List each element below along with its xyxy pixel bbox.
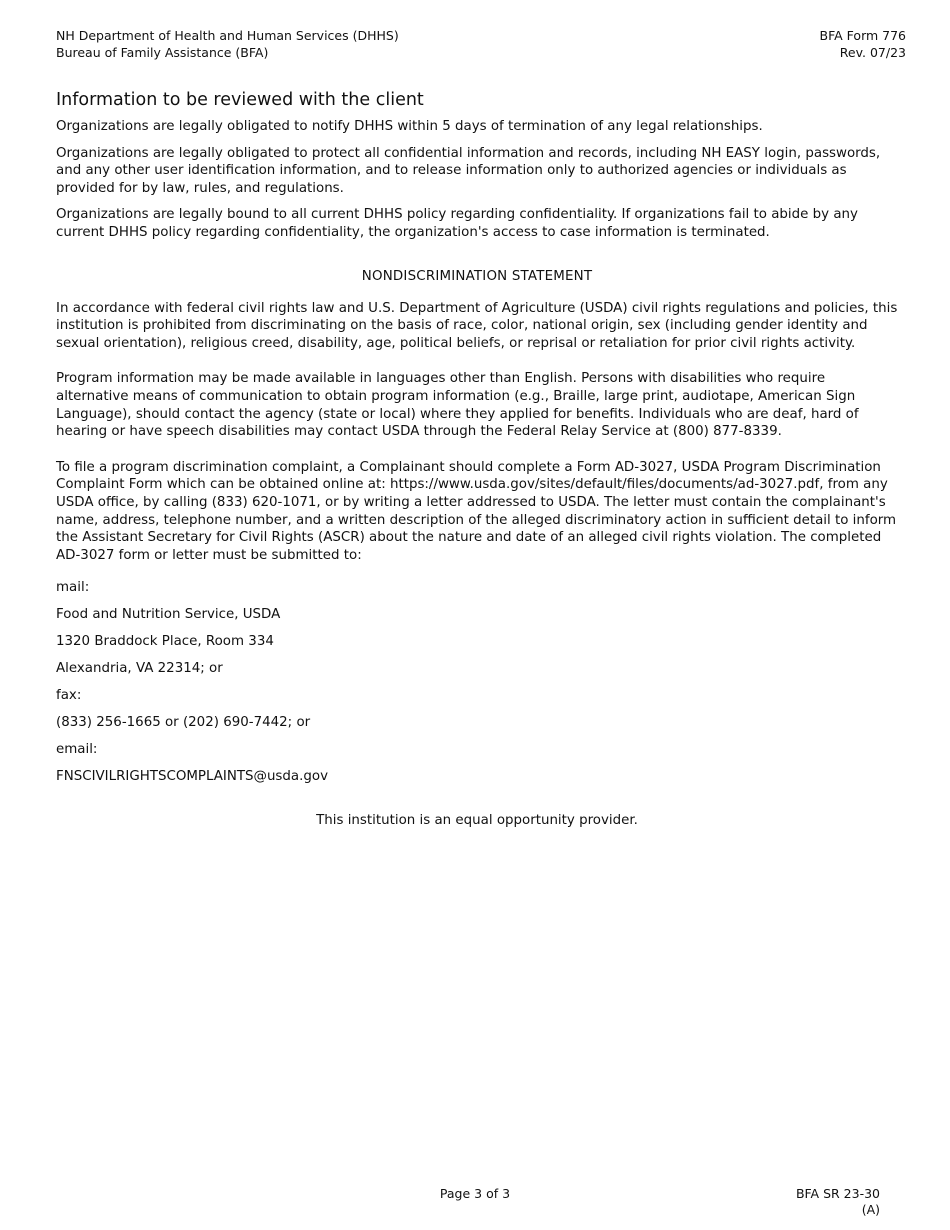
header-department: NH Department of Health and Human Services (DHHS) [56, 28, 399, 43]
nondiscrimination-paragraph-2: Program information may be made available in languages other than English. Persons with disabilities who require alternative means of communication to obtain program information (e.g., Braille, large print, audiotape, American Sign Language), should contact the agency (state or local) where they applied for benefits. Individuals who are deaf, hard of hearing or have speech disabilities may contact USDA through the Federal Relay Service at (800) 877-8339. [56, 371, 859, 440]
review-paragraph-1: Organizations are legally obligated to notify DHHS within 5 days of termination of any legal relationships. [56, 119, 763, 134]
review-section-title: Information to be reviewed with the client [56, 90, 424, 110]
fax-label: fax: [56, 688, 82, 704]
header-agency [56, 27, 399, 61]
header-form-number: BFA Form 776 [819, 28, 906, 43]
equal-opportunity-statement: This institution is an equal opportunity provider. [316, 813, 638, 829]
mail-address-line-3: Alexandria, VA 22314; or [56, 661, 223, 677]
footer-form-code [796, 1186, 880, 1218]
nondiscrimination-paragraph-3: To file a program discrimination complaint, a Complainant should complete a Form AD-3027, USDA Program Discrimination Complaint Form which can be obtained online at: https://www.usda.gov/sites/default/files/documents/ad-3027.pdf, from any USDA office, by calling (833) 620-1071, or by writing a letter addressed to USDA. The letter must contain the complainant's name, address, telephone number, and a written description of the alleged discriminatory action in sufficient detail to inform the Assistant Secretary for Civil Rights (ASCR) about the nature and date of an alleged civil rights violation. The completed AD-3027 form or letter must be submitted to: [56, 459, 897, 563]
nondiscrimination-heading: NONDISCRIMINATION STATEMENT [361, 268, 593, 284]
mail-address-line-1: Food and Nutrition Service, USDA [56, 607, 281, 623]
review-paragraph-3: Organizations are legally bound to all current DHHS policy regarding confidentiality. If organizations fail to abide by any current DHHS policy regarding confidentiality, the organization's access to case information is terminated. [56, 207, 858, 240]
nondiscrimination-paragraph-1: In accordance with federal civil rights law and U.S. Department of Agriculture (USDA) civil rights regulations and policies, this institution is prohibited from discriminating on the basis of race, color, national origin, sex (including gender identity and sexual orientation), religious creed, disability, age, political beliefs, or reprisal or retaliation for prior civil rights activity. [56, 300, 898, 351]
header-bureau: Bureau of Family Assistance (BFA) [56, 45, 269, 60]
review-paragraph-2: Organizations are legally obligated to protect all confidential information and records, including NH EASY login, passwords, and any other user identification information, and to release information only to authorized agencies or individuals as provided for by law, rules, and regulations. [56, 145, 881, 196]
fax-numbers: (833) 256-1665 or (202) 690-7442; or [56, 715, 311, 731]
mail-label: mail: [56, 580, 90, 596]
footer-code-line-2: (A) [861, 1202, 880, 1217]
footer-code-line-1: BFA SR 23-30 [795, 1186, 880, 1201]
header-revision: Rev. 07/23 [839, 45, 906, 60]
page-number: Page 3 of 3 [439, 1186, 511, 1201]
main-content [56, 88, 898, 830]
email-address: FNSCIVILRIGHTSCOMPLAINTS@usda.gov [56, 769, 328, 785]
mail-address-line-2: 1320 Braddock Place, Room 334 [56, 634, 274, 650]
email-label: email: [56, 742, 98, 758]
header-form-info [820, 27, 906, 61]
